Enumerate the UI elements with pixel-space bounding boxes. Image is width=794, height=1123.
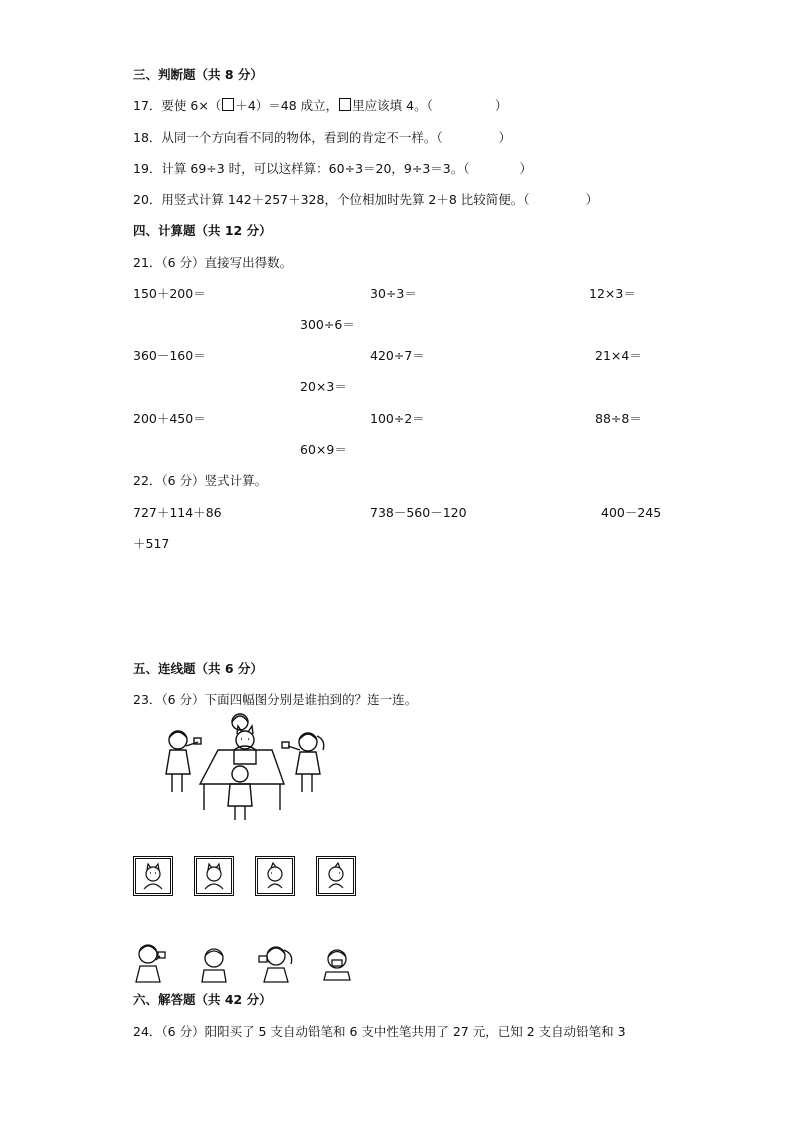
table-scene-illustration <box>160 712 340 824</box>
calc-item: 20×3＝ <box>300 379 347 394</box>
q17-part-b: ＋4）＝48 成立， <box>235 98 339 113</box>
cat-back-photo-icon <box>197 859 231 893</box>
calc-item: 200＋450＝ <box>133 411 206 426</box>
calc-item: 30÷3＝ <box>370 286 417 301</box>
q19-end: ） <box>519 161 533 176</box>
calc-item: 12×3＝ <box>589 286 636 301</box>
q20-end: ） <box>585 192 599 207</box>
section-3-title: 三、判断题（共 8 分） <box>133 67 263 82</box>
q17-part-c: 里应该填 4。（ <box>352 98 433 113</box>
child-front-photographer-icon[interactable] <box>320 946 354 982</box>
question-18 <box>133 130 511 146</box>
q18-text: 18．从同一个方向看不同的物体，看到的肯定不一样。（ <box>133 130 443 145</box>
section-6-title: 六、解答题（共 42 分） <box>133 992 272 1007</box>
q19-text: 19．计算 69÷3 时，可以这样算：60÷3＝20，9÷3＝3。（ <box>133 161 470 176</box>
calc-item: 21×4＝ <box>595 348 642 363</box>
photo-frame-3[interactable] <box>255 856 295 896</box>
vertical-calc-item: 400－245 <box>601 505 662 520</box>
q17-end: ） <box>494 98 508 113</box>
calc-item: 150＋200＝ <box>133 286 206 301</box>
q17-part-a: 17．要使 6×（ <box>133 98 222 113</box>
question-22-title: 22．（6 分）竖式计算。 <box>133 473 268 488</box>
calc-item: 300÷6＝ <box>300 317 355 332</box>
girl-photographer-2-icon[interactable] <box>254 940 298 984</box>
photo-frame-2[interactable] <box>194 856 234 896</box>
girl-left-figure <box>166 731 201 792</box>
vertical-calc-item: ＋517 <box>133 536 170 551</box>
cat-figure <box>234 726 256 764</box>
blank-box-icon <box>339 98 351 111</box>
calc-item: 360－160＝ <box>133 348 206 363</box>
question-20 <box>133 192 598 208</box>
boy-back-photographer-icon[interactable] <box>200 946 230 984</box>
q20-text: 20．用竖式计算 142＋257＋328，个位相加时先算 2＋8 比较简便。（ <box>133 192 530 207</box>
cat-face-photo-icon <box>136 859 170 893</box>
child-back-figure <box>232 714 248 730</box>
girl-right-figure <box>282 733 324 792</box>
calc-item: 60×9＝ <box>300 442 347 457</box>
cat-side-left-photo-icon <box>258 859 292 893</box>
photo-frame-1[interactable] <box>133 856 173 896</box>
section-5-title: 五、连线题（共 6 分） <box>133 661 263 676</box>
calc-item: 88÷8＝ <box>595 411 642 426</box>
question-19 <box>133 161 532 177</box>
photo-frame-4[interactable] <box>316 856 356 896</box>
q18-end: ） <box>498 130 512 145</box>
calc-item: 420÷7＝ <box>370 348 425 363</box>
question-23-title: 23．（6 分）下面四幅图分别是谁拍到的？连一连。 <box>133 692 418 707</box>
calc-item: 100÷2＝ <box>370 411 425 426</box>
question-24-text: 24．（6 分）阳阳买了 5 支自动铅笔和 6 支中性笔共用了 27 元，已知 2 支自动铅笔和 3 <box>133 1024 626 1039</box>
vertical-calc-item: 727＋114＋86 <box>133 505 222 520</box>
table-top <box>200 750 284 784</box>
cat-side-right-photo-icon <box>319 859 353 893</box>
question-21-title: 21．（6 分）直接写出得数。 <box>133 255 293 270</box>
blank-box-icon <box>222 98 234 111</box>
girl-photographer-1-icon[interactable] <box>134 940 170 984</box>
vertical-calc-item: 738－560－120 <box>370 505 467 520</box>
question-17 <box>133 98 507 114</box>
boy-front-figure <box>228 766 252 820</box>
section-4-title: 四、计算题（共 12 分） <box>133 223 272 238</box>
